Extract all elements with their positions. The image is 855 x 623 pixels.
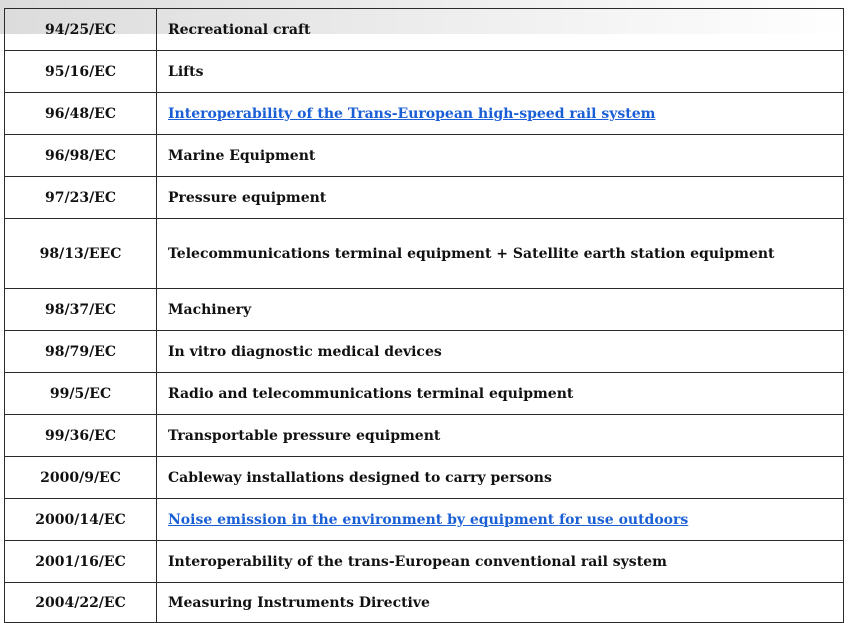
- directive-code: 2000/9/EC: [5, 457, 157, 499]
- table-row: [5, 373, 844, 415]
- directive-title: Pressure equipment: [157, 177, 844, 219]
- directive-code: 2000/14/EC: [5, 499, 157, 541]
- directive-title-link[interactable]: Interoperability of the Trans-European high-speed rail system: [168, 105, 656, 122]
- directive-title-cell: [157, 93, 844, 135]
- directive-code: 96/48/EC: [5, 93, 157, 135]
- directives-table: [4, 8, 844, 623]
- directive-title: Measuring Instruments Directive: [157, 583, 844, 623]
- table-row: [5, 331, 844, 373]
- directive-code: 98/79/EC: [5, 331, 157, 373]
- directive-title: Telecommunications terminal equipment + Satellite earth station equipment: [157, 219, 844, 289]
- directive-title-link[interactable]: Noise emission in the environment by equipment for use outdoors: [168, 511, 689, 528]
- table-row: [5, 289, 844, 331]
- directive-code: 96/98/EC: [5, 135, 157, 177]
- directive-title: Transportable pressure equipment: [157, 415, 844, 457]
- table-row: [5, 9, 844, 51]
- directive-title: Cableway installations designed to carry persons: [157, 457, 844, 499]
- table-row: [5, 135, 844, 177]
- directive-title: Radio and telecommunications terminal equipment: [157, 373, 844, 415]
- table-row: [5, 51, 844, 93]
- table-row: [5, 415, 844, 457]
- directive-title: Lifts: [157, 51, 844, 93]
- table-row: [5, 219, 844, 289]
- directive-code: 2004/22/EC: [5, 583, 157, 623]
- directive-code: 94/25/EC: [5, 9, 157, 51]
- table-row: [5, 93, 844, 135]
- directive-title: Machinery: [157, 289, 844, 331]
- directive-title: In vitro diagnostic medical devices: [157, 331, 844, 373]
- directive-code: 97/23/EC: [5, 177, 157, 219]
- directive-title: Recreational craft: [157, 9, 844, 51]
- directive-code: 98/37/EC: [5, 289, 157, 331]
- table-row: [5, 499, 844, 541]
- table-row: [5, 457, 844, 499]
- directive-code: 95/16/EC: [5, 51, 157, 93]
- table-row: [5, 541, 844, 583]
- directive-code: 99/36/EC: [5, 415, 157, 457]
- table-row: [5, 177, 844, 219]
- directive-code: 98/13/EEC: [5, 219, 157, 289]
- directive-title-cell: [157, 499, 844, 541]
- directive-title: Interoperability of the trans-European conventional rail system: [157, 541, 844, 583]
- directive-title: Marine Equipment: [157, 135, 844, 177]
- directive-code: 2001/16/EC: [5, 541, 157, 583]
- table-row: [5, 583, 844, 623]
- directive-code: 99/5/EC: [5, 373, 157, 415]
